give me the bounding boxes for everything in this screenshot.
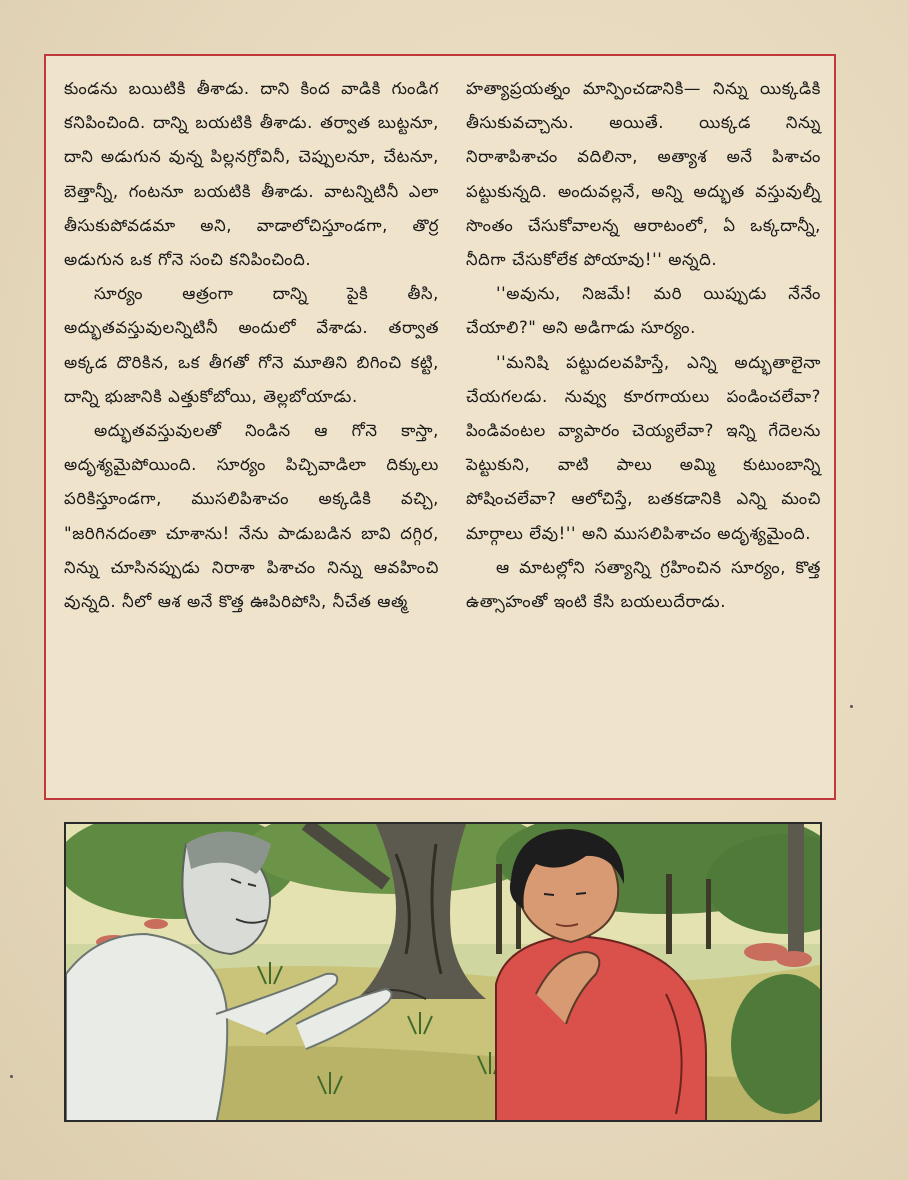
forest-scene-drawing — [66, 824, 822, 1122]
paragraph: హత్యాప్రయత్నం మాన్పించడానికి— నిన్ను యిక్కడికి తీసుకువచ్చాను. అయితే. యిక్కడ నిన్ను నిరాశాపిశాచం వదిలినా, అత్యాశ అనే పిశాచం పట్టుకున్నది. అందువల్లనే, అన్ని అద్భుత వస్తువుల్నీ సొంతం చేసుకోవాలన్న ఆరాటంలో, ఏ ఒక్కదాన్నీ, నీదిగా చేసుకోలేక పోయావు!'' అన్నది. — [466, 79, 821, 270]
paragraph: ''మనిషి పట్టుదలవహిస్తే, ఎన్ని అద్భుతాలైనా చేయగలడు. నువ్వు కూరగాయలు పండించలేవా? పిండివంటల వ్యాపారం చెయ్యలేవా? ఇన్ని గేదెలను పెట్టుకుని, వాటి పాలు అమ్మి కుటుంబాన్ని పోషించలేవా? ఆలోచిస్తే, బతకడానికి ఎన్ని మంచి మార్గాలు లేవు!'' అని ముసలిపిశాచం అదృశ్యమైంది. — [466, 352, 821, 543]
paragraph: అద్భుతవస్తువులతో నిండిన ఆ గోనె కాస్తా, అదృశ్యమైపోయింది. సూర్యం పిచ్చివాడిలా దిక్కులు పరికిస్తూండగా, ముసలిపిశాచం అక్కడికి వచ్చి, "జరిగినదంతా చూశాను! నేను పాడుబడిన బావి దగ్గిర, నిన్ను చూసినప్పుడు నిరాశా పిశాచం నిన్ను ఆవహించి వున్నది. నీలో ఆశ అనే కొత్త ఊపిరిపోసి, నీచేత ఆత్మ — [64, 421, 439, 612]
print-speck — [850, 705, 853, 708]
story-illustration — [64, 822, 822, 1122]
paragraph: కుండను బయిటికి తీశాడు. దాని కింద వాడికి గుండిగ కనిపించింది. దాన్ని బయటికి తీశాడు. తర్వాత బుట్టనూ, దాని అడుగున వున్న పిల్లనగ్రోవినీ, చెప్పులనూ, చేటనూ, బెత్తాన్నీ, గంటనూ బయటికి తీశాడు. వాటన్నిటినీ ఎలా తీసుకుపోవడమా అని, వాడాలోచిస్తూండగా, తొర్ర అడుగున ఒక గోనె సంచి కనిపించింది. — [64, 79, 439, 270]
print-speck — [10, 1075, 13, 1078]
paragraph: ''అవును, నిజమే! మరి యిప్పుడు నేనేం చేయాలి?" అని అడిగాడు సూర్యం. — [466, 284, 821, 338]
paragraph: సూర్యం ఆత్రంగా దాన్ని పైకి తీసి, అద్భుతవస్తువులన్నిటినీ అందులో వేశాడు. తర్వాత అక్కడ దొరికిన, ఒక తీగతో గోనె మూతిని బిగించి కట్టి, దాన్ని భుజానికి ఎత్తుకోబోయి, తెల్లబోయాడు. — [64, 284, 439, 406]
right-text-column — [466, 72, 821, 619]
left-text-column — [64, 72, 439, 619]
paragraph: ఆ మాటల్లోని సత్యాన్ని గ్రహించిన సూర్యం, కొత్త ఉత్సాహంతో ఇంటి కేసి బయలుదేరాడు. — [466, 557, 821, 612]
story-text-frame — [44, 54, 836, 800]
